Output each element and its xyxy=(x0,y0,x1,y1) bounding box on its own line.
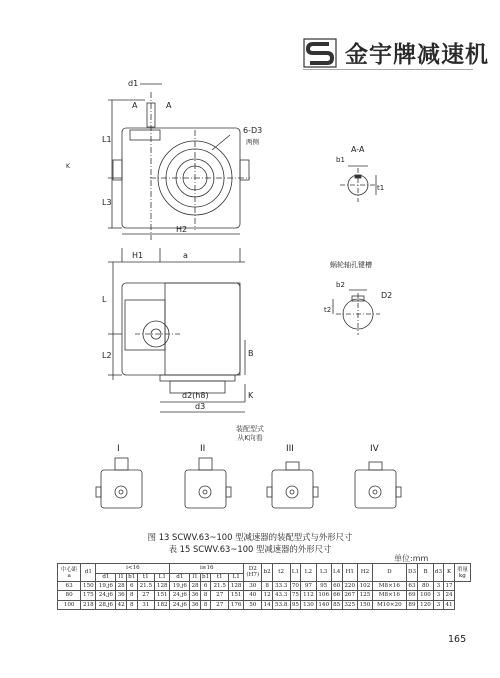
subheader-cell: t1 xyxy=(211,573,229,581)
label-b: B xyxy=(248,349,254,358)
table-cell: 8 xyxy=(200,591,211,601)
table-cell: 3 xyxy=(433,600,444,610)
table-cell: 28 xyxy=(117,582,125,589)
table-cell: 70 xyxy=(291,582,299,589)
table-cell: 24,j6 xyxy=(170,600,190,610)
figure-caption: 图 13 SCWV.63~100 型减速器的装配型式与外形尺寸 xyxy=(147,532,353,542)
dimension-table xyxy=(57,563,471,610)
table-cell: 43.3 xyxy=(272,591,290,601)
label-holes: 6-D3 xyxy=(243,126,263,135)
table-cell: 27 xyxy=(211,591,229,601)
label-k: K xyxy=(248,391,254,400)
assembly-title: 装配型式 xyxy=(236,425,264,433)
assembly-heading xyxy=(200,425,300,443)
label-a: a xyxy=(183,251,188,260)
table-cell: 89 xyxy=(406,600,418,610)
subheader-cell: L1 xyxy=(229,573,244,581)
label-l2: L2 xyxy=(102,351,112,360)
table-cell: 175 xyxy=(81,591,96,601)
subheader-cell: l1 xyxy=(190,573,201,581)
assembly-sketch-i xyxy=(96,458,142,508)
subheader-cell: b1 xyxy=(202,574,210,581)
header-group-2: i≥16 xyxy=(170,564,244,574)
header-b: B xyxy=(418,564,433,582)
table-cell: M10×20 xyxy=(373,600,406,610)
table-cell: 28,j6 xyxy=(96,600,116,610)
label-d2-keyway: D2 xyxy=(381,291,393,300)
label-h2: H2 xyxy=(176,225,188,234)
subheader-cell: b1 xyxy=(128,574,136,581)
subheader-cell: L1 xyxy=(155,573,170,581)
table-cell: 24,j6 xyxy=(96,591,116,601)
subheader-cell: d1 xyxy=(170,573,190,581)
table-cell: 63 xyxy=(406,581,418,591)
label-t1: t1 xyxy=(377,184,385,192)
table-cell: 21.5 xyxy=(137,581,155,591)
brand-name: 金宇牌减速机 xyxy=(345,42,489,68)
table-cell: 31 xyxy=(137,600,155,610)
table-cell: 66 xyxy=(333,592,341,599)
label-b1: b1 xyxy=(336,156,345,164)
label-d1: d1 xyxy=(128,79,139,88)
table-cell: 140 xyxy=(316,600,331,610)
table-cell: 220 xyxy=(342,581,357,591)
table-cell: M8×16 xyxy=(373,591,406,601)
table-cell: 21.5 xyxy=(211,581,229,591)
assembly-type-iv: IV xyxy=(370,444,379,454)
table-cell: 130 xyxy=(301,600,316,610)
header-t2: t2 xyxy=(272,564,290,582)
header-h1: H1 xyxy=(342,564,357,582)
table-cell: 218 xyxy=(81,600,96,610)
header-l4: L4 xyxy=(331,564,342,582)
table-cell: 33.3 xyxy=(272,581,290,591)
table-cell: 151 xyxy=(229,591,244,601)
table-header-row xyxy=(58,564,471,574)
page-number: 165 xyxy=(448,634,467,645)
header-h2: H2 xyxy=(357,564,372,582)
header-d3-lower: d3 xyxy=(433,564,444,582)
keyway-title: 蜗轮轴孔键槽 xyxy=(330,261,372,269)
table-cell: 30 xyxy=(244,581,262,591)
keyway-detail xyxy=(333,290,380,335)
unit-label: 单位:mm xyxy=(394,554,429,563)
label-d3: d3 xyxy=(195,402,206,411)
table-cell: 6 xyxy=(200,581,211,591)
label-k-arrow: K xyxy=(66,163,70,170)
assembly-sketch-iv xyxy=(355,462,401,508)
table-cell: 100 xyxy=(418,591,433,601)
subheader-cell: t1 xyxy=(137,573,155,581)
table-cell: 50 xyxy=(244,600,262,610)
side-view xyxy=(108,248,245,412)
table-cell: 106 xyxy=(316,591,331,601)
table-cell: 80 xyxy=(418,581,433,591)
header-center: 中心距 a xyxy=(58,564,81,582)
label-a-bottom: A xyxy=(166,101,172,110)
subheader-cell: l1 xyxy=(116,573,127,581)
header-d2: D2 (H7) xyxy=(244,564,262,582)
assembly-sketch-iii xyxy=(267,462,318,508)
table-cell: 36 xyxy=(117,592,125,599)
table-cell: 3 xyxy=(433,591,444,601)
table-cell: 112 xyxy=(301,591,316,601)
table-cell: 6 xyxy=(126,581,137,591)
table-cell: 8 xyxy=(126,600,137,610)
table-cell: 95 xyxy=(291,602,299,609)
assembly-subtitle: 从K向看 xyxy=(237,434,263,442)
table-cell: 63 xyxy=(58,581,81,591)
table-row xyxy=(58,581,471,591)
table-cell: 128 xyxy=(229,581,244,591)
table-cell: 60 xyxy=(333,582,341,589)
table-cell: 8 xyxy=(126,591,137,601)
table-row xyxy=(58,600,471,610)
header-l2: L2 xyxy=(301,564,316,582)
table-cell: 53.8 xyxy=(272,600,290,610)
table-cell: 36 xyxy=(191,602,199,609)
table-cell: 19,j6 xyxy=(170,581,190,591)
table-cell: 75 xyxy=(291,592,299,599)
table-cell: 151 xyxy=(155,591,170,601)
table-cell: 69 xyxy=(406,591,418,601)
table-cell: 8 xyxy=(262,581,273,591)
header-b2: b2 xyxy=(262,564,273,582)
table-cell: 97 xyxy=(301,581,316,591)
header-l3: L3 xyxy=(316,564,331,582)
label-h1: H1 xyxy=(132,251,144,260)
header-group-1: i<16 xyxy=(96,564,170,574)
header-k: K xyxy=(444,564,455,582)
table-cell: 80 xyxy=(58,591,81,601)
table-cell: 27 xyxy=(211,600,229,610)
label-a-top: A xyxy=(132,101,138,110)
table-cell: 176 xyxy=(229,600,244,610)
label-b2: b2 xyxy=(336,281,345,289)
label-l: L xyxy=(102,295,107,304)
assembly-type-i: I xyxy=(117,444,120,454)
label-l1: L1 xyxy=(102,135,112,144)
header-d1: d1 xyxy=(81,564,96,582)
table-caption: 表 15 SCWV.63~100 型减速器的外形尺寸 xyxy=(168,544,332,554)
table-cell: 41 xyxy=(445,602,453,609)
table-cell: 40 xyxy=(244,591,262,601)
label-section: A-A xyxy=(351,145,365,154)
table-cell: 24,j6 xyxy=(170,591,190,601)
table-cell: 150 xyxy=(81,581,96,591)
header-d3: D3 xyxy=(406,564,418,582)
table-cell: 17 xyxy=(445,582,453,589)
table-cell: 182 xyxy=(155,600,170,610)
table-cell: 267 xyxy=(342,591,357,601)
table-cell: 14 xyxy=(263,602,271,609)
table-cell: 12 xyxy=(263,592,271,599)
table-body xyxy=(58,581,471,610)
section-a-a xyxy=(340,166,376,202)
subheader-cell: d1 xyxy=(96,573,116,581)
table-cell: 150 xyxy=(357,600,372,610)
table-cell: 125 xyxy=(357,591,372,601)
header-d: D xyxy=(373,564,406,582)
table-cell: 102 xyxy=(357,581,372,591)
table-cell: 128 xyxy=(155,581,170,591)
assembly-type-iii: III xyxy=(286,444,294,454)
table-cell: 27 xyxy=(137,591,155,601)
label-l3: L3 xyxy=(102,198,112,207)
label-t2: t2 xyxy=(324,306,332,314)
header-weight: 重量 kg xyxy=(454,564,470,582)
table-cell: 19,j6 xyxy=(96,581,116,591)
table-cell: 100 xyxy=(58,600,81,610)
table-cell: 8 xyxy=(200,600,211,610)
table-cell: 120 xyxy=(418,600,433,610)
label-d2: d2(h8) xyxy=(182,391,209,400)
assembly-sketch-ii xyxy=(185,458,231,508)
table-cell: 95 xyxy=(316,581,331,591)
table-cell: M8×16 xyxy=(373,581,406,591)
table-cell: 28 xyxy=(191,582,199,589)
label-holes-note: 两侧 xyxy=(246,138,259,146)
table-row xyxy=(58,591,471,601)
header-l1: L1 xyxy=(290,564,301,582)
table-cell: 85 xyxy=(333,602,341,609)
table-cell: 36 xyxy=(191,592,199,599)
table-cell: 24 xyxy=(445,592,453,599)
table-cell: 42 xyxy=(117,602,125,609)
table-cell: 3 xyxy=(433,581,444,591)
assembly-type-ii: II xyxy=(200,444,206,454)
table-cell: 325 xyxy=(342,600,357,610)
front-view xyxy=(108,84,250,240)
